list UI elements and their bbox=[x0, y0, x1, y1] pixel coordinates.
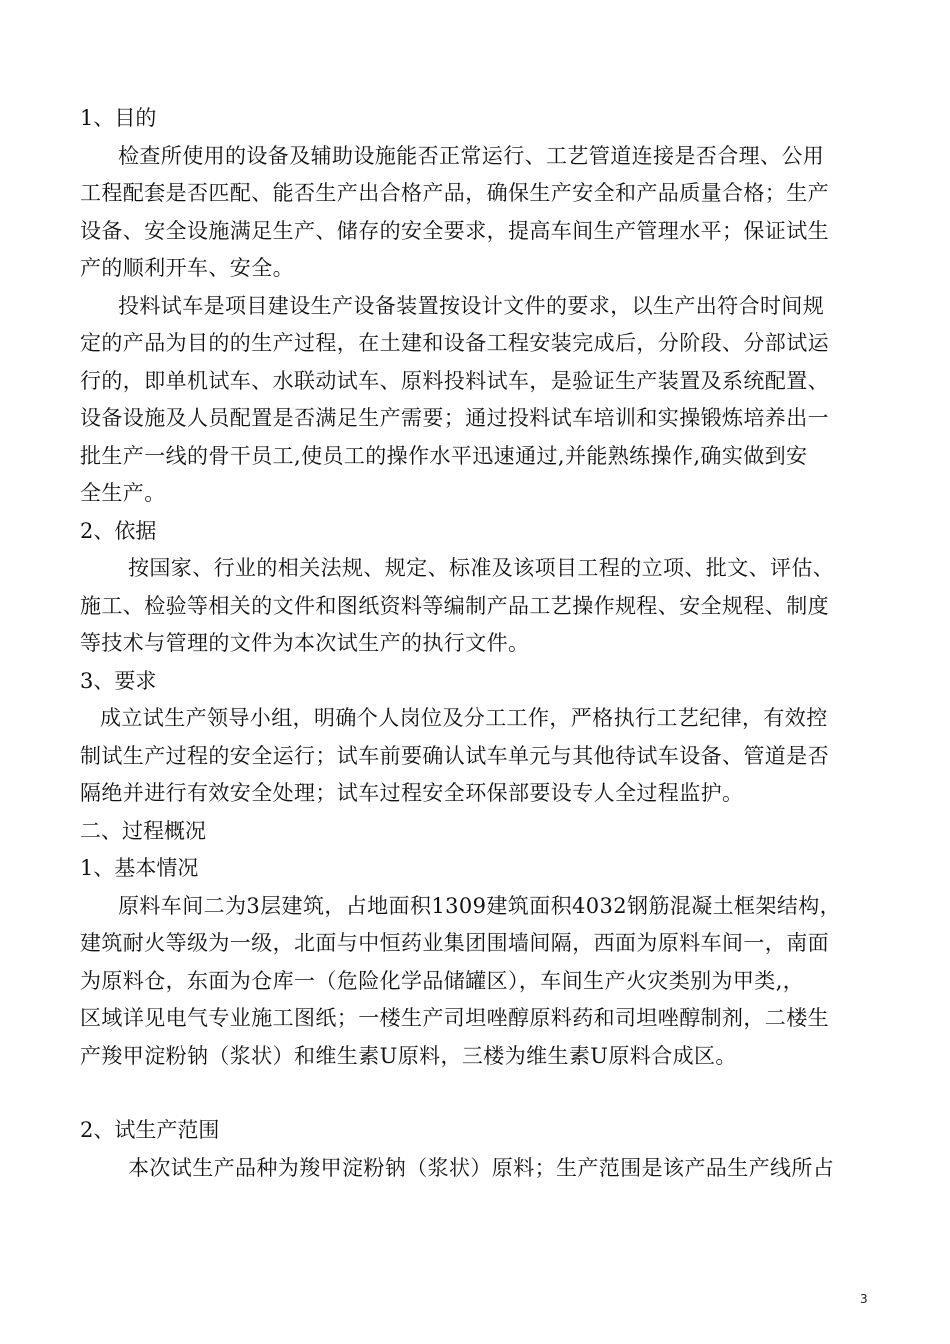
section-heading-basic-info: 1、基本情况 bbox=[80, 856, 199, 880]
paragraph-line: 设备设施及人员配置是否满足生产需要；通过投料试车培训和实操锻炼培养出一 bbox=[80, 406, 829, 430]
paragraph-line: 原料车间二为3层建筑，占地面积1309建筑面积4032钢筋混凝土框架结构， bbox=[118, 893, 842, 918]
blank-line bbox=[80, 1075, 872, 1112]
paragraph-line: 全生产。 bbox=[80, 481, 166, 505]
paragraph-line: 成立试生产领导小组，明确个人岗位及分工工作，严格执行工艺纪律，有效控 bbox=[100, 706, 828, 730]
paragraph-line: 为原料仓，东面为仓库一（危险化学品储罐区），车间生产火灾类别为甲类,， bbox=[80, 968, 805, 993]
paragraph-line: 等技术与管理的文件为本次试生产的执行文件。 bbox=[80, 631, 530, 655]
paragraph-line: 按国家、行业的相关法规、规定、标准及该项目工程的立项、批文、评估、 bbox=[128, 556, 835, 580]
paragraph-line: 行的，即单机试车、水联动试车、原料投料试车，是验证生产装置及系统配置、 bbox=[80, 368, 829, 393]
paragraph-line: 批生产一线的骨干员工,使员工的操作水平迅速通过,并能熟练操作,确实做到安 bbox=[80, 443, 808, 468]
paragraph-line: 施工、检验等相关的文件和图纸资料等编制产品工艺操作规程、安全规程、制度 bbox=[80, 593, 829, 618]
paragraph-line: 投料试车是项目建设生产设备装置按设计文件的要求，以生产出符合时间规 bbox=[118, 293, 825, 318]
paragraph-line: 建筑耐火等级为一级，北面与中恒药业集团围墙间隔，西面为原料车间一，南面 bbox=[80, 931, 829, 955]
page-number: 3 bbox=[860, 1292, 868, 1306]
paragraph-line: 工程配套是否匹配、能否生产出合格产品，确保生产安全和产品质量合格；生产 bbox=[80, 181, 829, 205]
paragraph-line: 检查所使用的设备及辅助设施能否正常运行、工艺管道连接是否合理、公用 bbox=[118, 143, 825, 168]
paragraph-line: 定的产品为目的的生产过程，在土建和设备工程安装完成后，分阶段、分部试运 bbox=[80, 331, 829, 355]
section-heading-purpose: 1、目的 bbox=[80, 106, 157, 130]
paragraph-line: 区域详见电气专业施工图纸；一楼生产司坦唑醇原料药和司坦唑醇制剂，二楼生 bbox=[80, 1006, 829, 1030]
section-heading-requirements: 3、要求 bbox=[80, 668, 157, 693]
paragraph-line: 产的顺利开车、安全。 bbox=[80, 256, 294, 280]
document-page bbox=[80, 100, 872, 1187]
paragraph-line: 本次试生产品种为羧甲淀粉钠（浆状）原料；生产范围是该产品生产线所占 bbox=[128, 1155, 835, 1180]
paragraph-line: 制试生产过程的安全运行；试车前要确认试车单元与其他待试车设备、管道是否 bbox=[80, 743, 829, 768]
part-heading-process-overview: 二、过程概况 bbox=[80, 818, 206, 843]
paragraph-line: 隔绝并进行有效安全处理；试车过程安全环保部要设专人全过程监护。 bbox=[80, 781, 744, 805]
paragraph-line: 产羧甲淀粉钠（浆状）和维生素U原料，三楼为维生素U原料合成区。 bbox=[80, 1043, 737, 1068]
section-heading-trial-scope: 2、试生产范围 bbox=[80, 1118, 220, 1142]
paragraph-line: 设备、安全设施满足生产、储存的安全要求，提高车间生产管理水平；保证试生 bbox=[80, 218, 829, 243]
section-heading-basis: 2、依据 bbox=[80, 518, 157, 543]
